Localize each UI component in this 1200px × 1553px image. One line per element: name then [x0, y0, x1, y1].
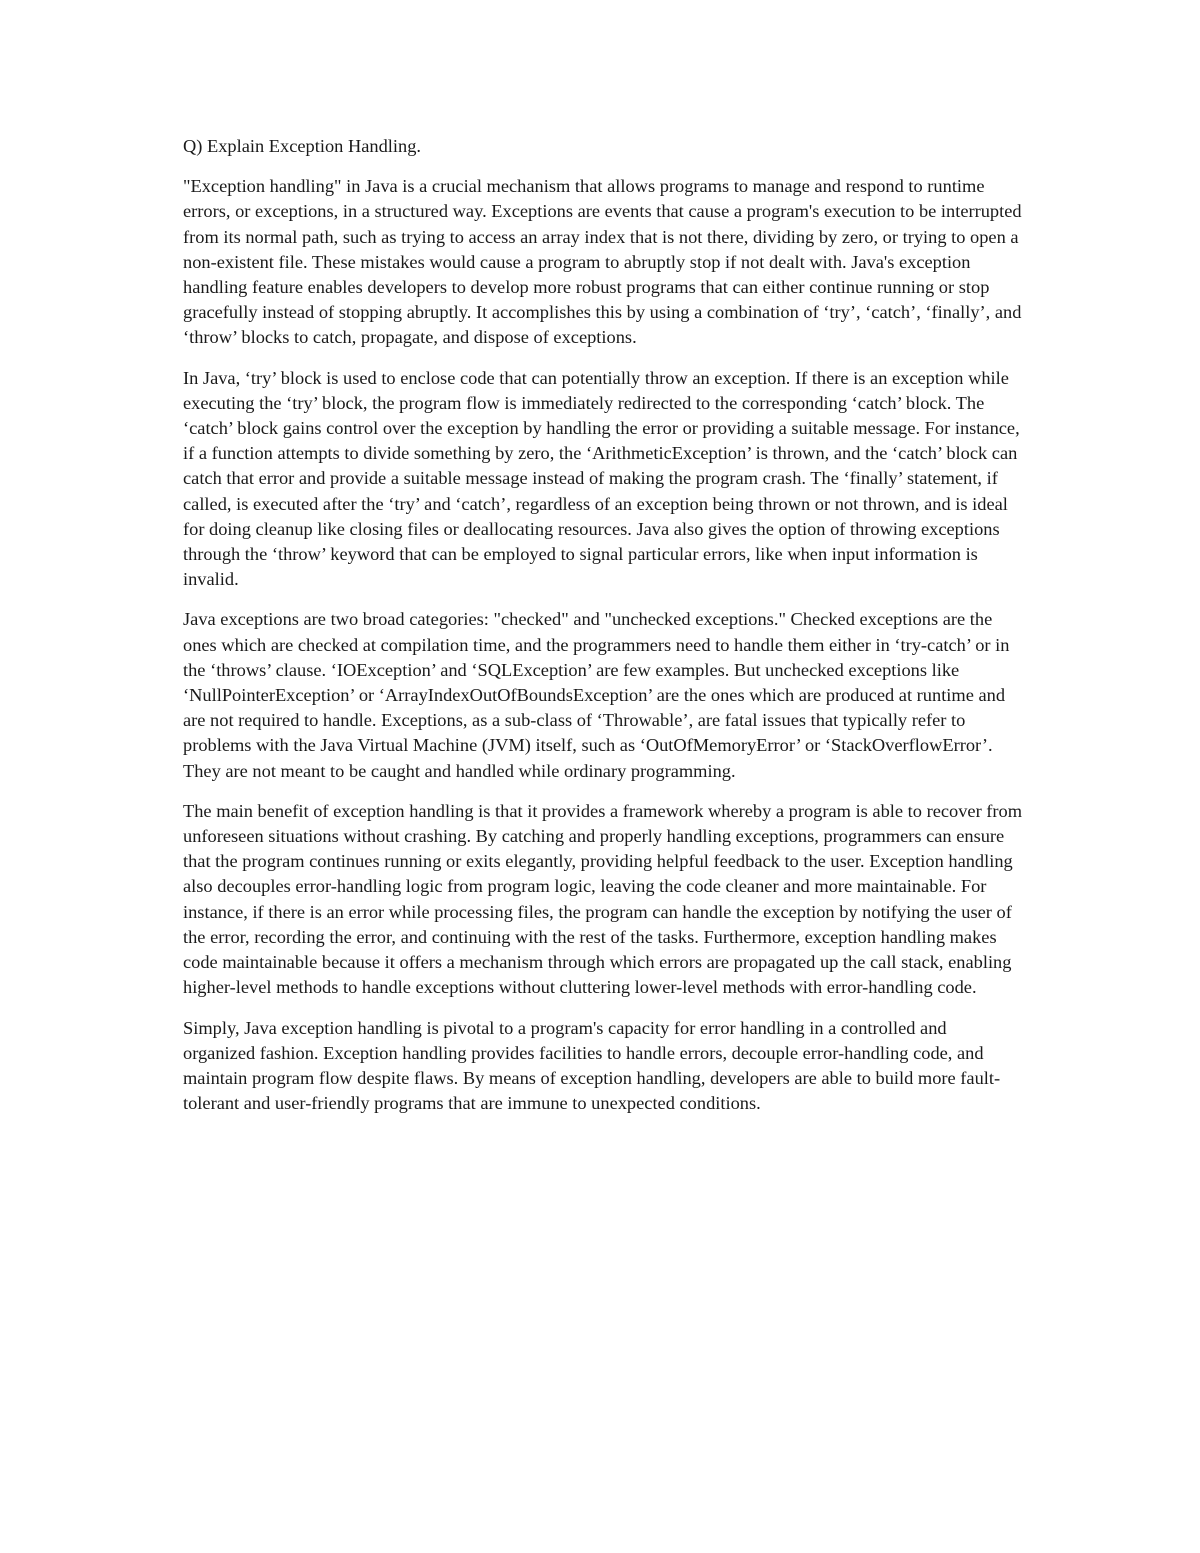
- paragraph-benefits: The main benefit of exception handling is that it provides a framework whereby a program is able to recover from unforeseen situations without crashing. By catching and properly handling exceptions, programmers can ensure that the program continues running or exits elegantly, providing helpful feedback to the user. Exception handling also decouples error-handling logic from program logic, leaving the code cleaner and more maintainable. For instance, if there is an error while processing files, the program can handle the exception by notifying the user of the error, recording the error, and continuing with the rest of the tasks. Furthermore, exception handling makes code maintainable because it offers a mechanism through which errors are propagated up the call stack, enabling higher-level methods to handle exceptions without cluttering lower-level methods with error-handling code.: [183, 800, 1023, 998]
- paragraph-try-catch: In Java, ‘try’ block is used to enclose code that can potentially throw an exception. If there is an exception while executing the ‘try’ block, the program flow is immediately redirected to the corresponding ‘catch’ block. The ‘catch’ block gains control over the exception by handling the error or providing a suitable message. For instance, if a function attempts to divide something by zero, the ‘ArithmeticException’ is thrown, and the ‘catch’ block can catch that error and provide a suitable message instead of making the program crash. The ‘finally’ statement, if called, is executed after the ‘try’ and ‘catch’, regardless of an exception being thrown or not thrown, and is ideal for doing cleanup like closing files or deallocating resources. Java also gives the option of throwing exceptions through the ‘throw’ keyword that can be employed to signal particular errors, like when input information is invalid.: [183, 367, 1020, 590]
- paragraph-conclusion: Simply, Java exception handling is pivotal to a program's capacity for error handling in a controlled and organized fashion. Exception handling provides facilities to handle errors, decouple error-handling code, and maintain program flow despite flaws. By means of exception handling, developers are able to build more fault-tolerant and user-friendly programs that are immune to unexpected conditions.: [183, 1017, 1001, 1114]
- document-body: [183, 134, 1023, 1131]
- paragraph-exception-categories: Java exceptions are two broad categories: "checked" and "unchecked exceptions." Checked exceptions are the ones which are checked at compilation time, and the programmers need to handle them either in ‘try-catch’ or in the ‘throws’ clause. ‘IOException’ and ‘SQLException’ are few examples. But unchecked exceptions like ‘NullPointerException’ or ‘ArrayIndexOutOfBoundsException’ are the ones which are produced at runtime and are not required to handle. Exceptions, as a sub-class of ‘Throwable’, are fatal issues that typically refer to problems with the Java Virtual Machine (JVM) itself, such as ‘OutOfMemoryError’ or ‘StackOverflowError’. They are not meant to be caught and handled while ordinary programming.: [183, 609, 1010, 781]
- question-heading: Q) Explain Exception Handling.: [183, 136, 422, 156]
- paragraph-intro: "Exception handling" in Java is a crucial mechanism that allows programs to manage and respond to runtime errors, or exceptions, in a structured way. Exceptions are events that cause a program's execution to be interrupted from its normal path, such as trying to access an array index that is not there, dividing by zero, or trying to open a non-existent file. These mistakes would cause a program to abruptly stop if not dealt with. Java's exception handling feature enables developers to develop more robust programs that can either continue running or stop gracefully instead of stopping abruptly. It accomplishes this by using a combination of ‘try’, ‘catch’, ‘finally’, and ‘throw’ blocks to catch, propagate, and dispose of exceptions.: [183, 176, 1022, 348]
